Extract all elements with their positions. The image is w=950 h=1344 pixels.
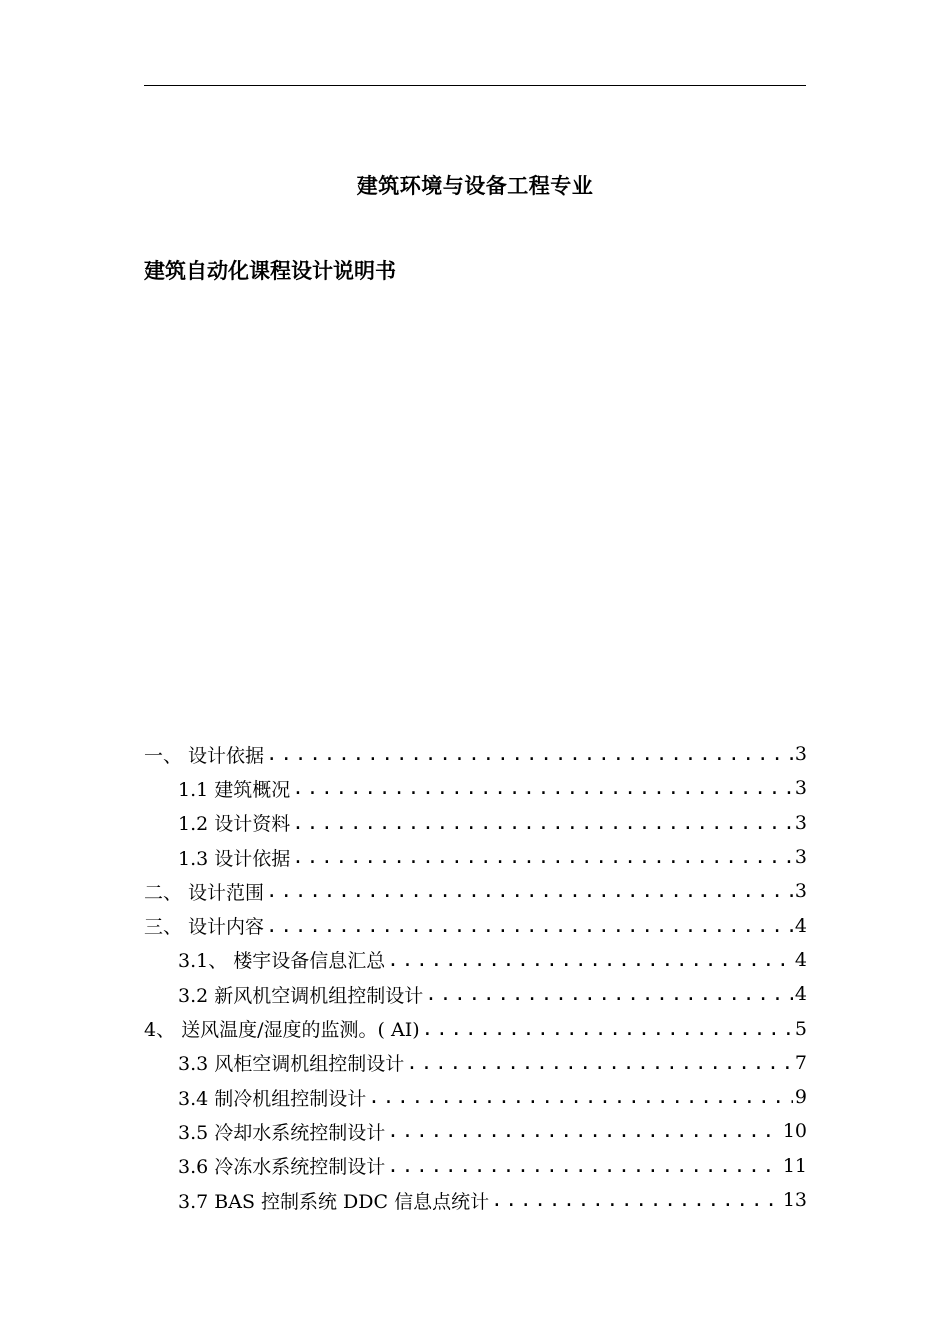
toc-page-number: 3 [794,846,807,869]
toc-entry-text: 4、 送风温度/湿度的监测。( AI) [144,1019,420,1042]
toc-entry-text: 3.7 BAS 控制系统 DDC 信息点统计 [178,1190,490,1213]
toc-entry[interactable] [144,806,807,840]
toc-page-number: 3 [794,743,807,766]
toc-entry[interactable] [144,908,807,942]
toc-page-number: 7 [794,1051,807,1074]
toc-leader-dots [292,812,793,834]
toc-entry[interactable] [144,1149,807,1183]
toc-page-number: 13 [782,1189,807,1211]
toc-leader-dots [266,880,793,902]
toc-page-number: 4 [794,983,807,1006]
toc-entry-text: 一、 设计依据 [144,744,265,767]
toc-page-number: 11 [782,1154,807,1177]
toc-entry-text: 1.1 建筑概况 [178,778,291,801]
toc-entry[interactable] [144,943,807,977]
toc-entry[interactable] [144,1011,807,1045]
toc-page-number: 3 [794,777,807,800]
toc-leader-dots [387,1120,781,1142]
toc-page-number: 9 [794,1086,807,1109]
toc-leader-dots [387,949,793,971]
toc-entry[interactable] [144,1046,807,1080]
toc-entry-text: 3.3 风柜空调机组控制设计 [178,1053,405,1076]
toc-entry[interactable] [144,771,807,805]
toc-entry[interactable] [144,1183,807,1217]
toc-page-number: 3 [794,811,807,834]
toc-page-number: 4 [794,948,807,971]
toc-entry-text: 1.2 设计资料 [178,813,291,836]
major-heading: 建筑环境与设备工程专业 [356,174,594,198]
toc-entry[interactable] [144,1080,807,1114]
toc-page-number: 5 [794,1017,807,1040]
toc-entry[interactable] [144,977,807,1011]
toc-page-number: 10 [782,1120,807,1143]
toc-entry-text: 3.1、 楼宇设备信息汇总 [178,950,386,973]
toc-leader-dots [491,1189,781,1211]
toc-entry[interactable] [144,840,807,874]
toc-leader-dots [266,915,793,937]
toc-entry-text: 3.2 新风机空调机组控制设计 [178,984,424,1007]
toc-entry-text: 三、 设计内容 [144,916,265,939]
toc-entry-text: 1.3 设计依据 [178,847,291,870]
toc-entry[interactable] [144,874,807,908]
toc-entry-text: 3.6 冷冻水系统控制设计 [178,1156,386,1179]
toc-entry[interactable] [144,737,807,771]
toc-leader-dots [266,743,793,765]
toc-entry-text: 3.5 冷却水系统控制设计 [178,1121,386,1144]
table-of-contents [144,737,807,1217]
header-rule [144,85,806,86]
toc-leader-dots [387,1155,781,1177]
toc-leader-dots [368,1086,793,1108]
toc-leader-dots [292,777,793,799]
toc-leader-dots [292,846,793,868]
toc-page-number: 4 [794,914,807,937]
toc-entry-text: 3.4 制冷机组控制设计 [178,1087,367,1110]
toc-entry[interactable] [144,1114,807,1148]
toc-leader-dots [422,1018,793,1040]
toc-page-number: 3 [794,880,807,903]
toc-entry-text: 二、 设计范围 [144,881,265,904]
toc-leader-dots [425,983,793,1005]
toc-leader-dots [406,1052,793,1074]
document-title: 建筑自动化课程设计说明书 [144,259,396,283]
